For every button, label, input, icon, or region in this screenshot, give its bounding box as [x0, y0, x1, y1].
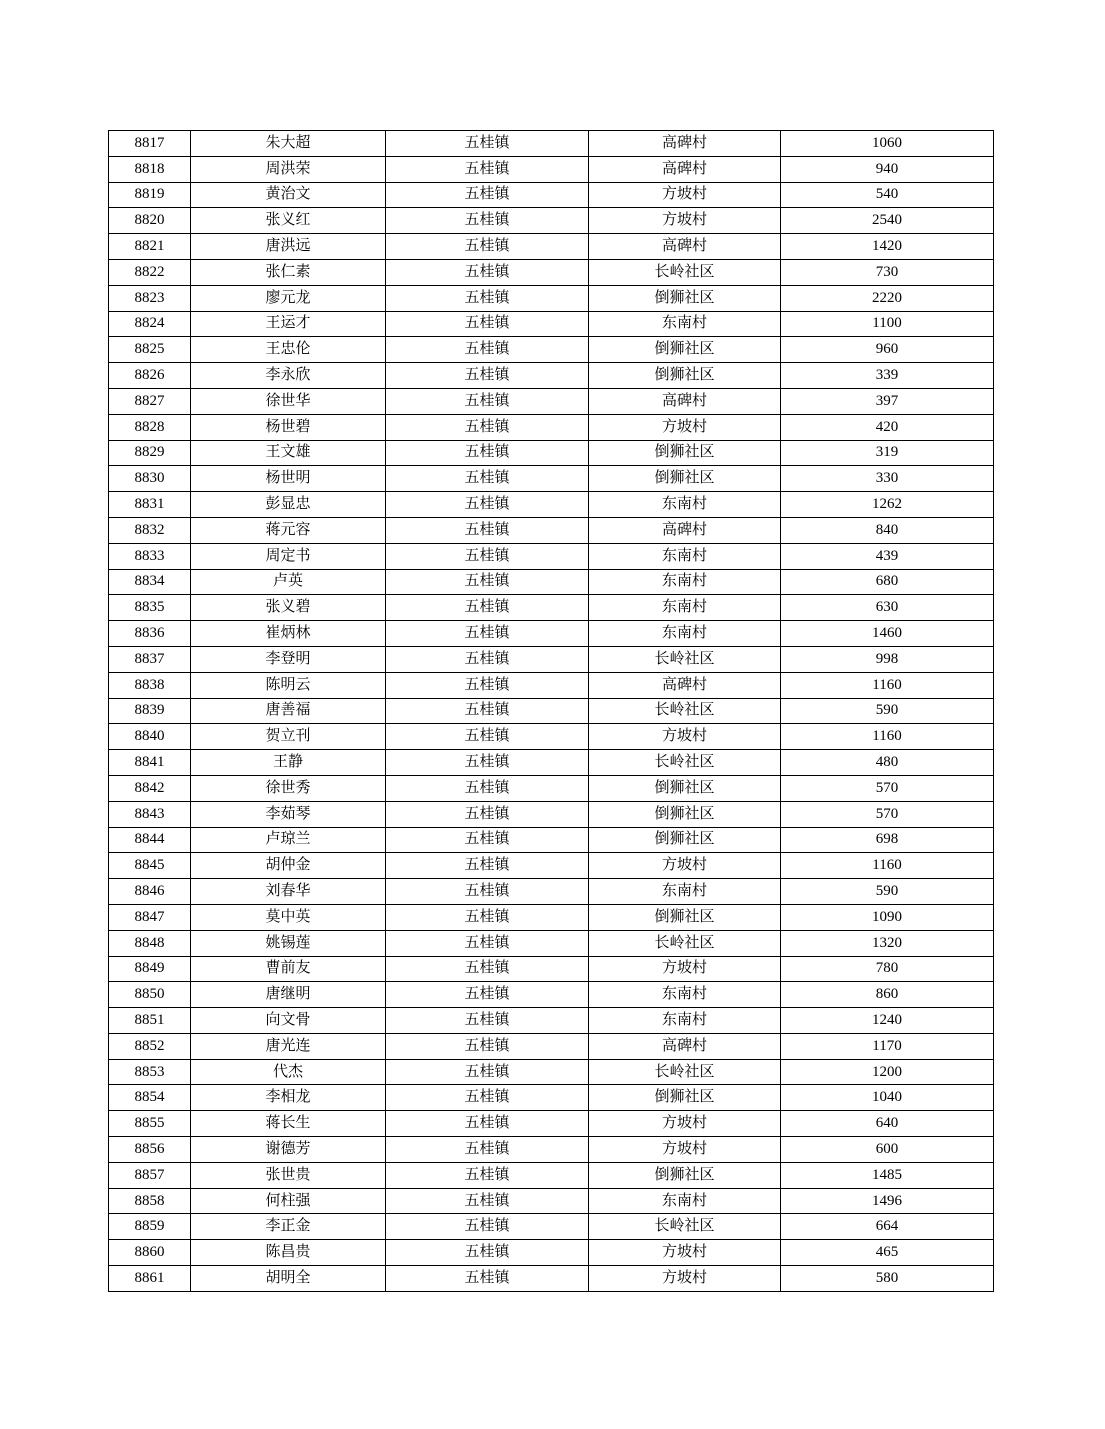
cell-id: 8857	[109, 1162, 191, 1188]
cell-id: 8848	[109, 930, 191, 956]
cell-village: 方坡村	[589, 1266, 781, 1292]
cell-name: 杨世碧	[191, 414, 386, 440]
cell-town: 五桂镇	[386, 1240, 589, 1266]
cell-amount: 1160	[781, 853, 994, 879]
cell-town: 五桂镇	[386, 1214, 589, 1240]
cell-id: 8851	[109, 1008, 191, 1034]
cell-id: 8824	[109, 311, 191, 337]
cell-town: 五桂镇	[386, 414, 589, 440]
cell-village: 倒狮社区	[589, 440, 781, 466]
cell-name: 李茹琴	[191, 801, 386, 827]
cell-village: 倒狮社区	[589, 363, 781, 389]
cell-id: 8833	[109, 543, 191, 569]
cell-name: 徐世秀	[191, 775, 386, 801]
cell-village: 东南村	[589, 1008, 781, 1034]
cell-amount: 540	[781, 182, 994, 208]
cell-id: 8843	[109, 801, 191, 827]
cell-village: 方坡村	[589, 724, 781, 750]
cell-amount: 330	[781, 466, 994, 492]
cell-id: 8822	[109, 259, 191, 285]
cell-id: 8861	[109, 1266, 191, 1292]
cell-name: 杨世明	[191, 466, 386, 492]
table-row	[109, 492, 994, 518]
table-row	[109, 259, 994, 285]
cell-village: 长岭社区	[589, 698, 781, 724]
cell-name: 卢琼兰	[191, 827, 386, 853]
cell-amount: 1460	[781, 621, 994, 647]
cell-name: 胡明全	[191, 1266, 386, 1292]
cell-town: 五桂镇	[386, 466, 589, 492]
cell-town: 五桂镇	[386, 775, 589, 801]
cell-town: 五桂镇	[386, 827, 589, 853]
cell-village: 东南村	[589, 1188, 781, 1214]
cell-id: 8849	[109, 956, 191, 982]
cell-town: 五桂镇	[386, 750, 589, 776]
cell-town: 五桂镇	[386, 982, 589, 1008]
cell-village: 东南村	[589, 595, 781, 621]
cell-id: 8834	[109, 569, 191, 595]
cell-id: 8818	[109, 156, 191, 182]
table-row	[109, 672, 994, 698]
table-row	[109, 1162, 994, 1188]
cell-town: 五桂镇	[386, 904, 589, 930]
cell-amount: 1485	[781, 1162, 994, 1188]
cell-amount: 730	[781, 259, 994, 285]
table-row	[109, 1008, 994, 1034]
cell-name: 张世贵	[191, 1162, 386, 1188]
cell-id: 8835	[109, 595, 191, 621]
cell-amount: 998	[781, 646, 994, 672]
cell-amount: 1262	[781, 492, 994, 518]
table-row	[109, 853, 994, 879]
cell-name: 贺立刊	[191, 724, 386, 750]
table-row	[109, 208, 994, 234]
cell-id: 8832	[109, 517, 191, 543]
cell-id: 8859	[109, 1214, 191, 1240]
table-row	[109, 775, 994, 801]
cell-name: 唐洪远	[191, 234, 386, 260]
table-row	[109, 621, 994, 647]
table-row	[109, 724, 994, 750]
cell-name: 姚锡莲	[191, 930, 386, 956]
cell-name: 刘春华	[191, 879, 386, 905]
cell-amount: 397	[781, 388, 994, 414]
cell-town: 五桂镇	[386, 672, 589, 698]
cell-village: 方坡村	[589, 1240, 781, 1266]
cell-id: 8860	[109, 1240, 191, 1266]
cell-village: 方坡村	[589, 956, 781, 982]
cell-name: 唐继明	[191, 982, 386, 1008]
cell-id: 8831	[109, 492, 191, 518]
cell-town: 五桂镇	[386, 801, 589, 827]
cell-name: 唐善福	[191, 698, 386, 724]
cell-town: 五桂镇	[386, 698, 589, 724]
cell-id: 8828	[109, 414, 191, 440]
cell-town: 五桂镇	[386, 208, 589, 234]
cell-village: 倒狮社区	[589, 801, 781, 827]
cell-id: 8819	[109, 182, 191, 208]
cell-village: 长岭社区	[589, 646, 781, 672]
cell-amount: 1320	[781, 930, 994, 956]
cell-name: 胡仲金	[191, 853, 386, 879]
table-row	[109, 543, 994, 569]
cell-name: 蒋元容	[191, 517, 386, 543]
cell-amount: 339	[781, 363, 994, 389]
cell-name: 陈明云	[191, 672, 386, 698]
cell-amount: 1420	[781, 234, 994, 260]
cell-village: 东南村	[589, 492, 781, 518]
cell-town: 五桂镇	[386, 1059, 589, 1085]
cell-name: 李相龙	[191, 1085, 386, 1111]
cell-amount: 640	[781, 1111, 994, 1137]
cell-id: 8839	[109, 698, 191, 724]
cell-amount: 2220	[781, 285, 994, 311]
cell-name: 向文骨	[191, 1008, 386, 1034]
cell-amount: 860	[781, 982, 994, 1008]
cell-village: 方坡村	[589, 1111, 781, 1137]
cell-amount: 480	[781, 750, 994, 776]
cell-amount: 664	[781, 1214, 994, 1240]
cell-amount: 1040	[781, 1085, 994, 1111]
cell-name: 彭显忠	[191, 492, 386, 518]
cell-id: 8853	[109, 1059, 191, 1085]
table-row	[109, 646, 994, 672]
cell-id: 8846	[109, 879, 191, 905]
cell-amount: 1100	[781, 311, 994, 337]
cell-name: 代杰	[191, 1059, 386, 1085]
table-row	[109, 414, 994, 440]
cell-amount: 1496	[781, 1188, 994, 1214]
cell-name: 蒋长生	[191, 1111, 386, 1137]
table-row	[109, 517, 994, 543]
cell-name: 陈昌贵	[191, 1240, 386, 1266]
table-row	[109, 311, 994, 337]
table-row	[109, 879, 994, 905]
cell-village: 方坡村	[589, 208, 781, 234]
cell-town: 五桂镇	[386, 646, 589, 672]
table-row	[109, 1111, 994, 1137]
cell-town: 五桂镇	[386, 1266, 589, 1292]
cell-name: 莫中英	[191, 904, 386, 930]
cell-id: 8827	[109, 388, 191, 414]
table-row	[109, 1137, 994, 1163]
cell-id: 8836	[109, 621, 191, 647]
cell-amount: 600	[781, 1137, 994, 1163]
cell-id: 8838	[109, 672, 191, 698]
cell-name: 王运才	[191, 311, 386, 337]
cell-town: 五桂镇	[386, 388, 589, 414]
cell-town: 五桂镇	[386, 156, 589, 182]
cell-id: 8837	[109, 646, 191, 672]
cell-name: 黄治文	[191, 182, 386, 208]
table-row	[109, 982, 994, 1008]
cell-amount: 465	[781, 1240, 994, 1266]
cell-village: 高碑村	[589, 1033, 781, 1059]
cell-town: 五桂镇	[386, 724, 589, 750]
cell-id: 8820	[109, 208, 191, 234]
cell-amount: 1170	[781, 1033, 994, 1059]
table-row	[109, 1240, 994, 1266]
cell-village: 东南村	[589, 543, 781, 569]
cell-village: 高碑村	[589, 131, 781, 157]
cell-town: 五桂镇	[386, 182, 589, 208]
table-row	[109, 285, 994, 311]
table-row	[109, 131, 994, 157]
roster-table-body	[109, 131, 994, 1292]
cell-village: 高碑村	[589, 234, 781, 260]
cell-id: 8823	[109, 285, 191, 311]
cell-amount: 1090	[781, 904, 994, 930]
cell-village: 倒狮社区	[589, 1162, 781, 1188]
table-row	[109, 904, 994, 930]
cell-village: 方坡村	[589, 414, 781, 440]
table-row	[109, 1214, 994, 1240]
cell-town: 五桂镇	[386, 131, 589, 157]
cell-town: 五桂镇	[386, 311, 589, 337]
cell-town: 五桂镇	[386, 1033, 589, 1059]
cell-id: 8854	[109, 1085, 191, 1111]
table-row	[109, 1033, 994, 1059]
table-row	[109, 569, 994, 595]
cell-name: 朱大超	[191, 131, 386, 157]
cell-town: 五桂镇	[386, 234, 589, 260]
cell-amount: 590	[781, 879, 994, 905]
cell-id: 8858	[109, 1188, 191, 1214]
table-row	[109, 801, 994, 827]
cell-town: 五桂镇	[386, 259, 589, 285]
cell-village: 长岭社区	[589, 1059, 781, 1085]
cell-amount: 940	[781, 156, 994, 182]
cell-id: 8817	[109, 131, 191, 157]
cell-amount: 570	[781, 801, 994, 827]
table-row	[109, 1085, 994, 1111]
cell-village: 高碑村	[589, 388, 781, 414]
table-row	[109, 182, 994, 208]
table-row	[109, 827, 994, 853]
cell-village: 高碑村	[589, 156, 781, 182]
cell-name: 王文雄	[191, 440, 386, 466]
table-row	[109, 750, 994, 776]
cell-id: 8856	[109, 1137, 191, 1163]
table-row	[109, 698, 994, 724]
cell-town: 五桂镇	[386, 285, 589, 311]
cell-amount: 580	[781, 1266, 994, 1292]
cell-id: 8855	[109, 1111, 191, 1137]
cell-amount: 960	[781, 337, 994, 363]
cell-village: 长岭社区	[589, 259, 781, 285]
cell-name: 卢英	[191, 569, 386, 595]
cell-id: 8841	[109, 750, 191, 776]
cell-name: 崔炳林	[191, 621, 386, 647]
cell-town: 五桂镇	[386, 1085, 589, 1111]
cell-name: 何柱强	[191, 1188, 386, 1214]
table-row	[109, 363, 994, 389]
cell-village: 方坡村	[589, 1137, 781, 1163]
cell-village: 东南村	[589, 982, 781, 1008]
cell-amount: 1240	[781, 1008, 994, 1034]
cell-village: 倒狮社区	[589, 337, 781, 363]
cell-amount: 420	[781, 414, 994, 440]
cell-id: 8850	[109, 982, 191, 1008]
cell-id: 8852	[109, 1033, 191, 1059]
cell-town: 五桂镇	[386, 621, 589, 647]
cell-village: 倒狮社区	[589, 466, 781, 492]
cell-name: 张义碧	[191, 595, 386, 621]
table-row	[109, 466, 994, 492]
table-row	[109, 1188, 994, 1214]
cell-village: 东南村	[589, 311, 781, 337]
cell-name: 王静	[191, 750, 386, 776]
cell-town: 五桂镇	[386, 440, 589, 466]
cell-name: 张仁素	[191, 259, 386, 285]
cell-town: 五桂镇	[386, 930, 589, 956]
cell-amount: 780	[781, 956, 994, 982]
roster-table	[108, 130, 994, 1292]
cell-amount: 1060	[781, 131, 994, 157]
cell-name: 李永欣	[191, 363, 386, 389]
cell-town: 五桂镇	[386, 517, 589, 543]
cell-village: 倒狮社区	[589, 904, 781, 930]
table-row	[109, 1266, 994, 1292]
cell-name: 李登明	[191, 646, 386, 672]
cell-town: 五桂镇	[386, 363, 589, 389]
cell-village: 倒狮社区	[589, 1085, 781, 1111]
cell-town: 五桂镇	[386, 337, 589, 363]
cell-village: 高碑村	[589, 517, 781, 543]
cell-id: 8826	[109, 363, 191, 389]
cell-town: 五桂镇	[386, 1162, 589, 1188]
cell-village: 倒狮社区	[589, 827, 781, 853]
cell-name: 周洪荣	[191, 156, 386, 182]
cell-amount: 590	[781, 698, 994, 724]
cell-town: 五桂镇	[386, 569, 589, 595]
cell-amount: 2540	[781, 208, 994, 234]
cell-town: 五桂镇	[386, 1111, 589, 1137]
cell-name: 曹前友	[191, 956, 386, 982]
cell-amount: 680	[781, 569, 994, 595]
cell-amount: 1160	[781, 724, 994, 750]
cell-village: 长岭社区	[589, 930, 781, 956]
cell-village: 倒狮社区	[589, 775, 781, 801]
cell-village: 东南村	[589, 621, 781, 647]
cell-id: 8821	[109, 234, 191, 260]
cell-id: 8830	[109, 466, 191, 492]
cell-town: 五桂镇	[386, 956, 589, 982]
cell-amount: 630	[781, 595, 994, 621]
cell-id: 8840	[109, 724, 191, 750]
cell-village: 方坡村	[589, 182, 781, 208]
table-row	[109, 440, 994, 466]
cell-id: 8842	[109, 775, 191, 801]
cell-amount: 439	[781, 543, 994, 569]
cell-name: 李正金	[191, 1214, 386, 1240]
cell-id: 8829	[109, 440, 191, 466]
cell-town: 五桂镇	[386, 1137, 589, 1163]
cell-town: 五桂镇	[386, 595, 589, 621]
table-row	[109, 388, 994, 414]
table-row	[109, 1059, 994, 1085]
cell-id: 8847	[109, 904, 191, 930]
cell-amount: 840	[781, 517, 994, 543]
cell-village: 东南村	[589, 879, 781, 905]
cell-village: 长岭社区	[589, 750, 781, 776]
table-row	[109, 337, 994, 363]
cell-village: 东南村	[589, 569, 781, 595]
cell-id: 8845	[109, 853, 191, 879]
cell-village: 倒狮社区	[589, 285, 781, 311]
table-row	[109, 956, 994, 982]
cell-id: 8825	[109, 337, 191, 363]
cell-town: 五桂镇	[386, 1188, 589, 1214]
cell-id: 8844	[109, 827, 191, 853]
cell-name: 王忠伦	[191, 337, 386, 363]
cell-village: 长岭社区	[589, 1214, 781, 1240]
cell-town: 五桂镇	[386, 543, 589, 569]
cell-name: 谢德芳	[191, 1137, 386, 1163]
cell-amount: 570	[781, 775, 994, 801]
table-row	[109, 930, 994, 956]
cell-amount: 319	[781, 440, 994, 466]
cell-name: 徐世华	[191, 388, 386, 414]
table-row	[109, 234, 994, 260]
cell-town: 五桂镇	[386, 853, 589, 879]
cell-amount: 698	[781, 827, 994, 853]
cell-town: 五桂镇	[386, 1008, 589, 1034]
cell-amount: 1200	[781, 1059, 994, 1085]
cell-town: 五桂镇	[386, 879, 589, 905]
cell-name: 廖元龙	[191, 285, 386, 311]
cell-village: 高碑村	[589, 672, 781, 698]
table-row	[109, 156, 994, 182]
cell-amount: 1160	[781, 672, 994, 698]
cell-name: 唐光连	[191, 1033, 386, 1059]
cell-village: 方坡村	[589, 853, 781, 879]
table-row	[109, 595, 994, 621]
cell-name: 张义红	[191, 208, 386, 234]
cell-town: 五桂镇	[386, 492, 589, 518]
cell-name: 周定书	[191, 543, 386, 569]
